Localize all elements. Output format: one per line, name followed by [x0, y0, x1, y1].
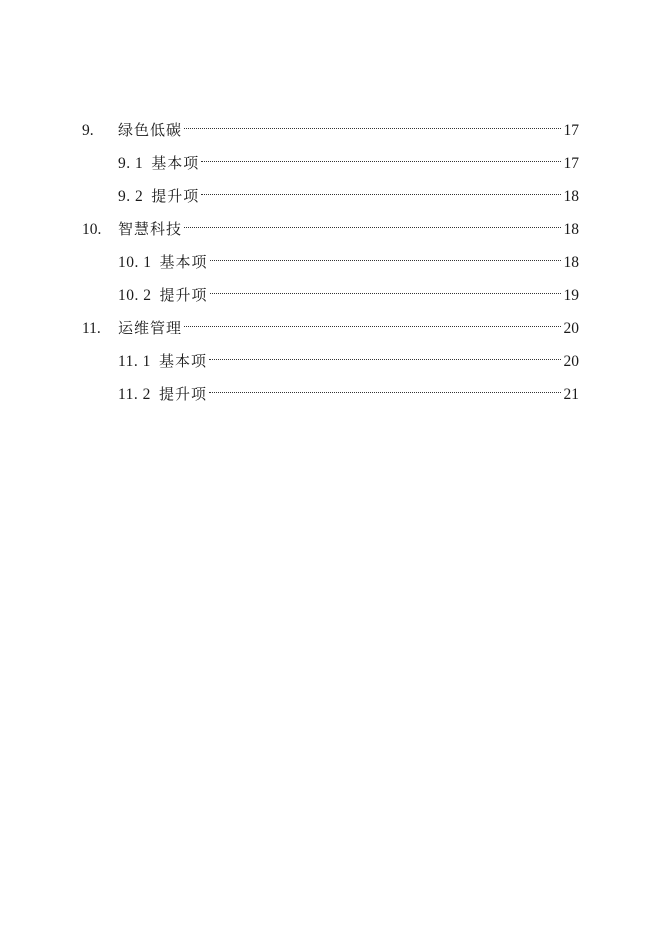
- toc-entry-page: 17: [563, 155, 579, 172]
- table-of-contents: [82, 117, 579, 414]
- toc-entry-page: 21: [563, 386, 579, 403]
- dot-leader: [210, 260, 561, 261]
- toc-entry-number: 9. 2: [118, 188, 144, 205]
- toc-entry-number: 10. 2: [118, 287, 152, 304]
- toc-entry-9[interactable]: [82, 117, 579, 150]
- dot-leader: [184, 128, 560, 129]
- toc-entry-title: 提升项: [158, 385, 207, 403]
- toc-entry-page: 20: [563, 353, 579, 370]
- toc-entry-number: 10.: [82, 221, 102, 238]
- toc-entry-number: 9.: [82, 122, 94, 139]
- toc-entry-10[interactable]: [82, 216, 579, 249]
- toc-entry-number: 10. 1: [118, 254, 152, 271]
- toc-entry-title: 基本项: [151, 154, 200, 172]
- toc-entry-page: 20: [563, 320, 579, 337]
- toc-entry-page: 19: [563, 287, 579, 304]
- dot-leader: [209, 359, 561, 360]
- toc-entry-title: 运维管理: [118, 319, 183, 337]
- dot-leader: [210, 293, 561, 294]
- toc-entry-page: 18: [563, 188, 579, 205]
- toc-entry-title: 绿色低碳: [118, 121, 183, 139]
- toc-entry-page: 18: [563, 221, 579, 238]
- toc-entry-number: 11. 2: [118, 386, 151, 403]
- toc-entry-page: 17: [563, 122, 579, 139]
- toc-entry-11[interactable]: [82, 315, 579, 348]
- toc-entry-11-2[interactable]: [82, 381, 579, 414]
- toc-entry-10-1[interactable]: [82, 249, 579, 282]
- dot-leader: [184, 227, 560, 228]
- toc-entry-title: 基本项: [159, 253, 208, 271]
- toc-entry-number: 11.: [82, 320, 101, 337]
- dot-leader: [184, 326, 560, 327]
- toc-entry-number: 11. 1: [118, 353, 151, 370]
- toc-entry-9-1[interactable]: [82, 150, 579, 183]
- toc-entry-page: 18: [563, 254, 579, 271]
- dot-leader: [201, 194, 560, 195]
- toc-entry-number: 9. 1: [118, 155, 144, 172]
- toc-entry-title: 基本项: [158, 352, 207, 370]
- dot-leader: [209, 392, 561, 393]
- dot-leader: [201, 161, 560, 162]
- toc-entry-10-2[interactable]: [82, 282, 579, 315]
- toc-entry-9-2[interactable]: [82, 183, 579, 216]
- toc-entry-11-1[interactable]: [82, 348, 579, 381]
- toc-entry-title: 提升项: [159, 286, 208, 304]
- toc-entry-title: 提升项: [151, 187, 200, 205]
- toc-entry-title: 智慧科技: [118, 220, 183, 238]
